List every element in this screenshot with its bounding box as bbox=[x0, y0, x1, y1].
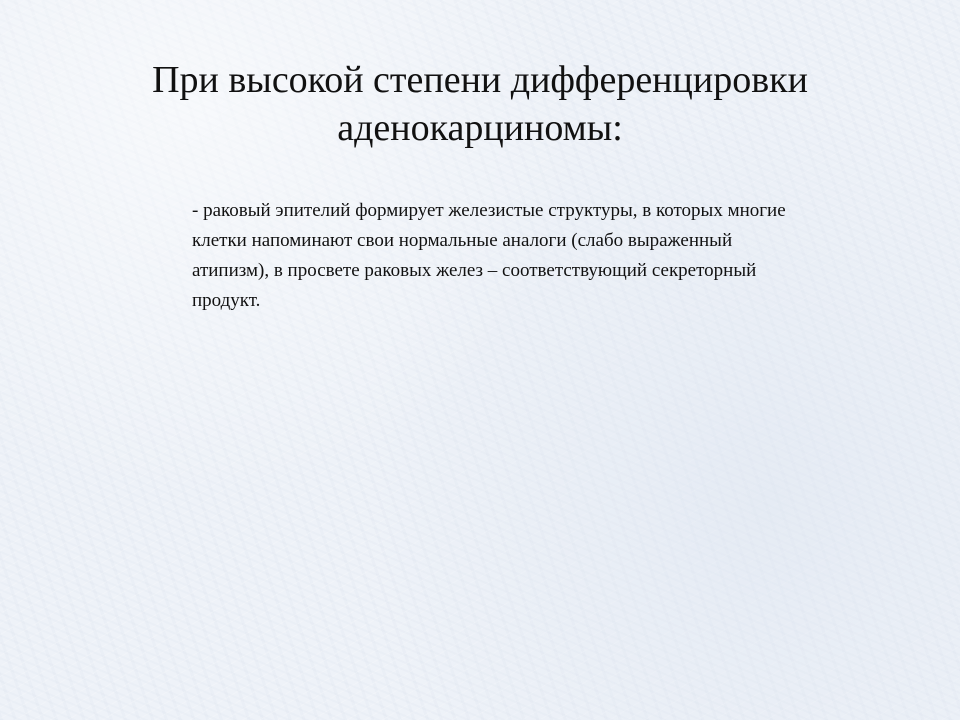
slide-title: При высокой степени дифференцировки аденокарциномы: bbox=[152, 59, 808, 149]
slide-body-text: - раковый эпителий формирует железистые структуры, в которых многие клетки напоминают свои нормальные аналоги (слабо выраженный атипизм), в просвете раковых желез – соответствующий секреторный продукт. bbox=[192, 200, 786, 311]
